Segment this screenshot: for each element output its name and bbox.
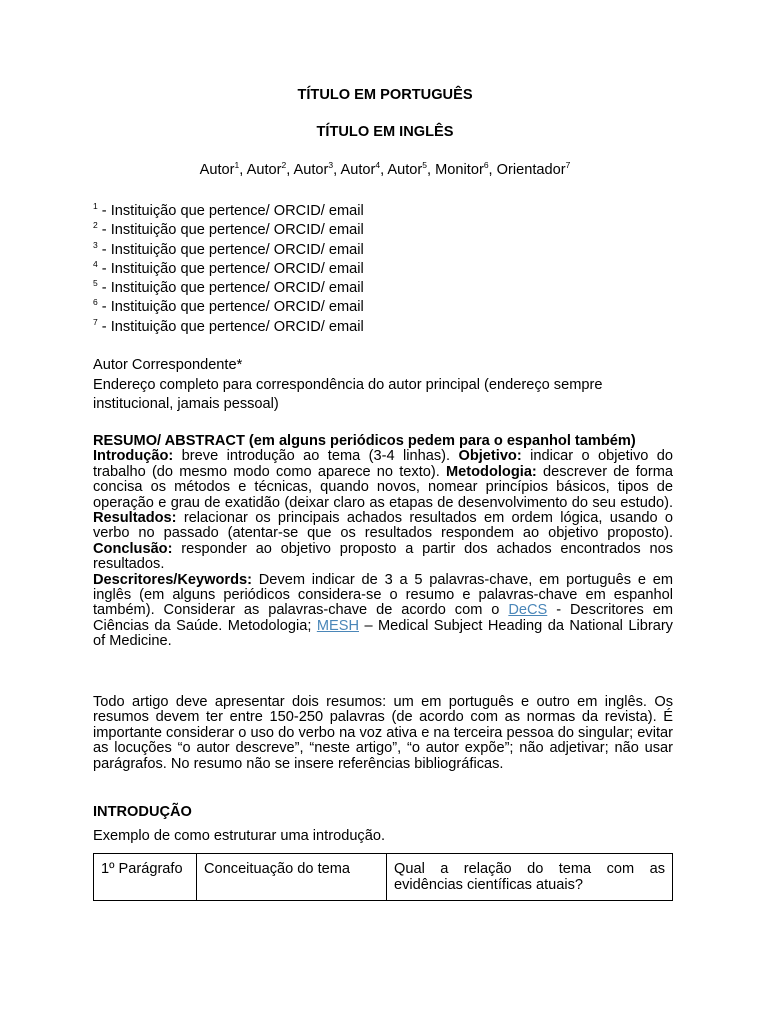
resumo-section: [93, 434, 673, 650]
resultados-text: relacionar os principais achados resultados em ordem lógica, usando o verbo no passado (atentar-se que os resultados respondem ao objetivo proposto).: [93, 510, 673, 542]
resumo-heading: RESUMO/ ABSTRACT (em alguns periódicos pedem para o espanhol também): [93, 433, 636, 449]
abstract-guidelines-paragraph: Todo artigo deve apresentar dois resumos: um em português e outro em inglês. Os resumos devem ter entre 150-250 palavras (de acordo com as normas da revista). É importante considerar o uso do verbo na voz ativa e na terceira pessoa do singular; evitar as locuções “o autor descreve”, “neste artigo”, “o autor expõe”; não adjetivar; não usar parágrafos. No resumo não se insere referências bibliográficas.: [93, 694, 673, 772]
author: Autor$^1$,: [199, 160, 247, 178]
author: Autor$^3$,: [293, 160, 341, 178]
descritores-label: Descritores/Keywords:: [93, 571, 252, 588]
mesh-link[interactable]: MESH: [316, 617, 359, 634]
title-english: TÍTULO EM INGLÊS: [316, 124, 454, 140]
metodologia-label: Metodologia:: [446, 463, 537, 480]
affiliation-item: $^5$ - Instituição que pertence/ ORCID/ email: [93, 278, 364, 297]
author: Autor$^2$,: [246, 160, 294, 178]
corresponding-address: Endereço completo para correspondência do autor principal (endereço sempre institucional, jamais pessoal): [93, 376, 603, 412]
affiliation-item: $^3$ - Instituição que pertence/ ORCID/ email: [93, 239, 364, 258]
decs-description: - Descritores em Ciências da Saúde. Metodologia;: [93, 602, 673, 634]
objetivo-text: indicar o objetivo do trabalho (do mesmo modo como aparece no texto).: [93, 448, 673, 480]
author-monitor: Monitor$^6$,: [435, 160, 497, 178]
author: Autor$^5$,: [387, 160, 436, 178]
introducao-heading: INTRODUÇÃO: [93, 804, 192, 820]
descritores-text: Devem indicar de 3 a 5 palavras-chave, em português e em inglês (em alguns periódicos considera-se o resumo e palavras-chave em espanhol também). Considerar as palavras-chave de acordo com o: [93, 571, 673, 619]
intro-label: Introdução:: [93, 448, 174, 465]
mesh-description: – Medical Subject Heading da National Library of Medicine.: [93, 617, 673, 650]
affiliation-item: $^4$ - Instituição que pertence/ ORCID/ email: [93, 258, 364, 277]
affiliation-item: $^6$ - Instituição que pertence/ ORCID/ email: [93, 297, 364, 316]
introducao-structure-table: [93, 853, 673, 901]
decs-link[interactable]: DeCS: [508, 602, 548, 619]
objetivo-label: Objetivo:: [458, 448, 522, 465]
conclusao-text: responder ao objetivo proposto a partir dos achados encontrados nos resultados.: [93, 540, 673, 573]
metodologia-text: descrever de forma concisa os métodos e técnicas, quando novos, nomear princípios básicos, tipos de operação e grau de exatidão (deixar claro as etapas de desenvolvimento do seu estudo).: [93, 463, 674, 511]
author-list: [93, 162, 677, 178]
title-portuguese: TÍTULO EM PORTUGUÊS: [297, 87, 473, 103]
table-row: [94, 854, 673, 901]
corresponding-author: [93, 356, 673, 415]
intro-text: breve introdução ao tema (3-4 linhas).: [173, 448, 459, 465]
table-cell: Conceituação do tema: [197, 854, 387, 901]
author-orientador: Orientador$^7$: [496, 160, 571, 178]
author: Autor$^4$,: [340, 160, 388, 178]
affiliation-item: $^2$ - Instituição que pertence/ ORCID/ email: [93, 220, 364, 239]
conclusao-label: Conclusão:: [93, 540, 173, 557]
introducao-text: Exemplo de como estruturar uma introdução.: [93, 828, 386, 844]
affiliation-list: [93, 202, 673, 337]
resultados-label: Resultados:: [93, 510, 177, 527]
table-cell: Qual a relação do tema com as evidências científicas atuais?: [387, 854, 673, 901]
corresponding-label: Autor Correspondente*: [93, 357, 243, 373]
affiliation-item: $^1$ - Instituição que pertence/ ORCID/ email: [93, 201, 364, 219]
table-cell: 1º Parágrafo: [94, 854, 197, 901]
affiliation-item: $^7$ - Instituição que pertence/ ORCID/ email: [93, 316, 364, 335]
